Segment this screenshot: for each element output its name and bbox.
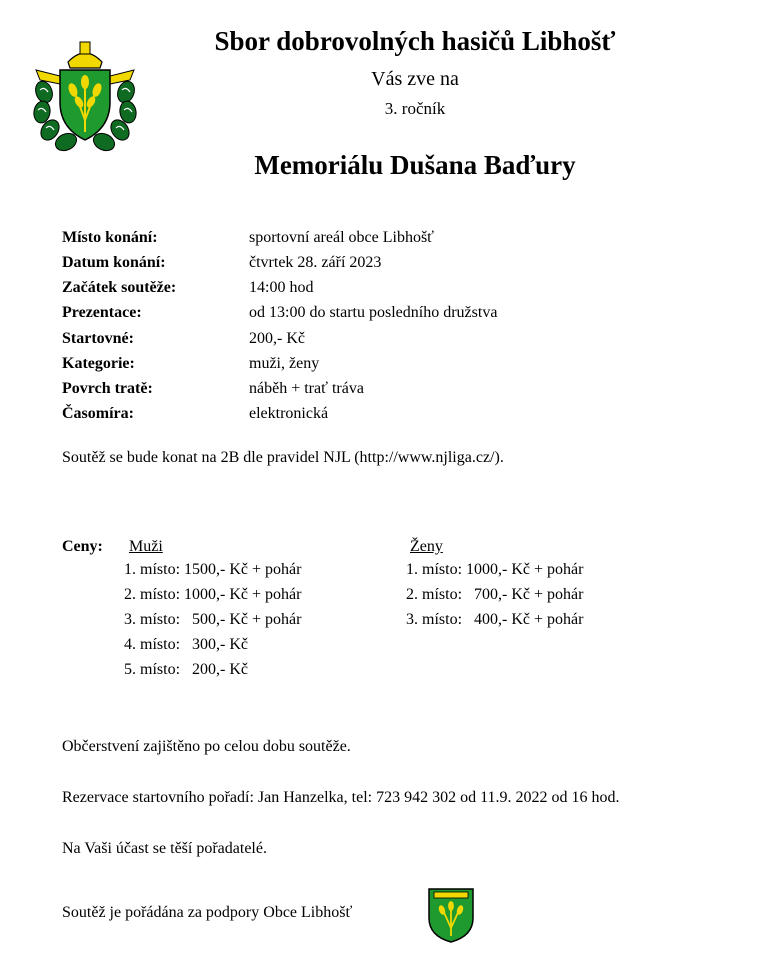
info-label: Časomíra: [62,405,134,422]
rules-note: Soutěž se bude konat na 2B dle pravidel NJL (http://www.njliga.cz/). [62,449,504,466]
info-value: elektronická [249,405,329,422]
info-label: Začátek soutěže: [62,279,177,296]
organization-title: Sbor dobrovolných hasičů Libhošť [214,26,616,56]
info-label: Datum konání: [62,254,166,271]
info-value: muži, ženy [249,355,320,372]
women-heading: Ženy [410,538,443,555]
refreshments-note: Občerstvení zajištěno po celou dobu soutěže. [62,738,351,755]
info-value: náběh + trať tráva [249,380,364,397]
men-prize-item: 2. místo: 1000,- Kč + pohár [124,586,302,603]
men-prize-item: 4. místo: 300,- Kč [124,636,248,653]
info-label: Prezentace: [62,304,142,321]
info-value: čtvrtek 28. září 2023 [249,254,382,271]
edition-text: 3. ročník [384,99,446,118]
info-label: Místo konání: [62,229,158,246]
info-value: od 13:00 do startu posledního družstva [249,304,498,321]
info-label: Povrch tratě: [62,380,153,397]
coat-of-arms-icon [426,886,476,944]
women-prize-item: 2. místo: 700,- Kč + pohár [406,586,584,603]
info-value: 14:00 hod [249,279,314,296]
info-value: sportovní areál obce Libhošť [249,229,435,246]
women-prize-item: 3. místo: 400,- Kč + pohár [406,611,584,628]
info-label: Kategorie: [62,355,135,372]
invite-text: Vás zve na [371,68,459,90]
info-value: 200,- Kč [249,330,305,347]
info-label: Startovné: [62,330,134,347]
men-prize-item: 3. místo: 500,- Kč + pohár [124,611,302,628]
prizes-label: Ceny: [62,538,103,555]
men-prize-item: 5. místo: 200,- Kč [124,661,248,678]
event-title: Memoriálu Dušana Baďury [254,150,576,180]
men-heading: Muži [129,538,163,555]
welcome-note: Na Vaši účast se těší pořadatelé. [62,840,267,857]
men-prize-item: 1. místo: 1500,- Kč + pohár [124,561,302,578]
reservation-note: Rezervace startovního pořadí: Jan Hanzelka, tel: 723 942 302 od 11.9. 2022 od 16 hod. [62,789,620,806]
sponsor-note: Soutěž je pořádána za podpory Obce Libhošť [62,904,353,921]
women-prize-item: 1. místo: 1000,- Kč + pohár [406,561,584,578]
